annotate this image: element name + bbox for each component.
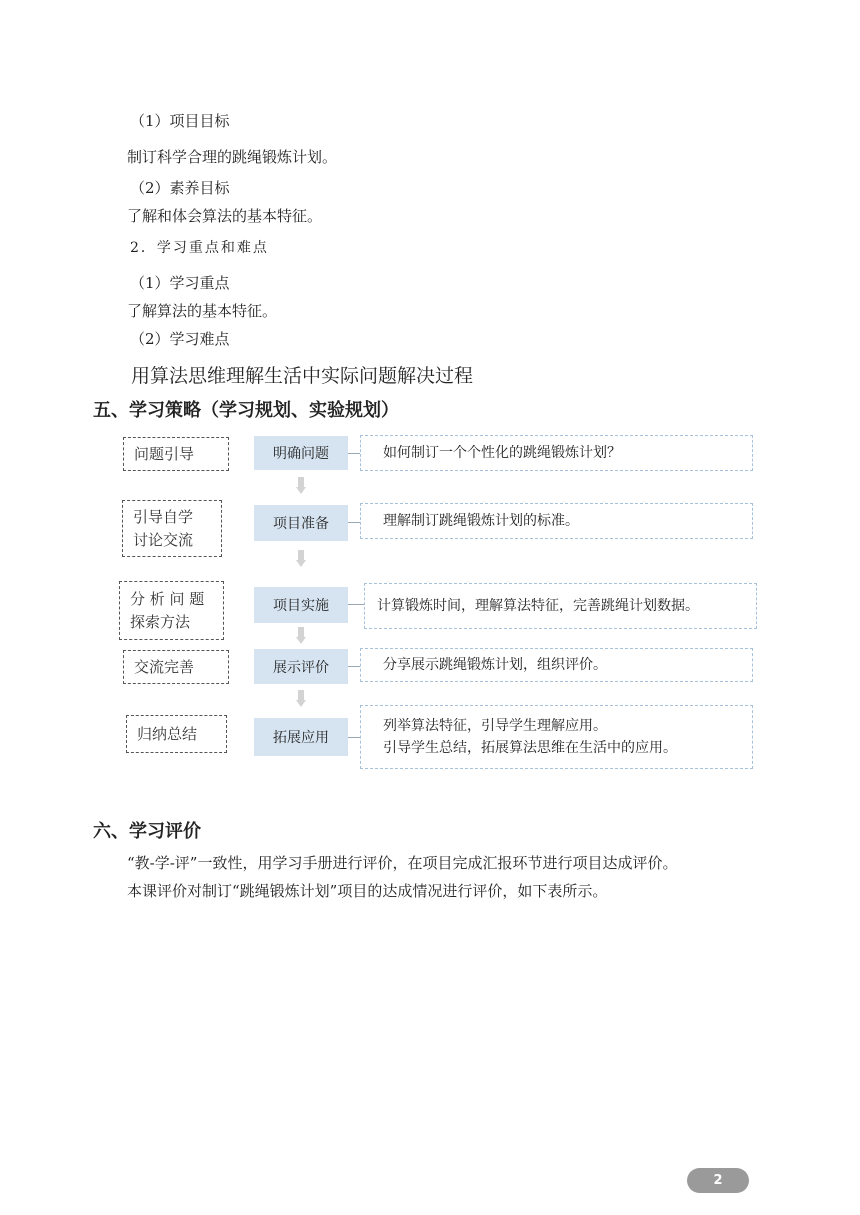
flow-description-line: 引导学生总结，拓展算法思维在生活中的应用。 [383, 740, 677, 756]
flow-connector [348, 604, 364, 605]
difficulty-heading: （2）学习难点 [130, 330, 230, 348]
flow-description-line: 如何制订一个个性化的跳绳锻炼计划？ [383, 445, 621, 461]
literacy-goal-text: 了解和体会算法的基本特征。 [127, 207, 323, 225]
flow-description-line: 理解制订跳绳锻炼计划的标准。 [383, 513, 579, 529]
flow-step: 明确问题 [254, 436, 348, 470]
section6-title: 六、学习评价 [93, 821, 201, 842]
flow-connector [348, 453, 360, 454]
key-points-heading: 2．学习重点和难点 [130, 240, 269, 256]
flow-connector [348, 666, 360, 667]
flow-description-line: 计算锻炼时间，理解算法特征，完善跳绳计划数据。 [377, 598, 699, 614]
down-arrow-icon [296, 627, 306, 645]
flow-left-label: 交流完善 [123, 650, 229, 684]
evaluation-paragraph-1: “教-学-评”一致性，用学习手册进行评价，在项目完成汇报环节进行项目达成评价。 [127, 854, 678, 872]
flow-description [360, 705, 753, 769]
page-number-badge: 2 [687, 1168, 749, 1193]
flow-left-label: 归纳总结 [126, 715, 227, 753]
flow-description [360, 435, 753, 471]
flow-step: 拓展应用 [254, 718, 348, 756]
flow-left-label: 分 析 问 题 探索方法 [119, 581, 224, 640]
section5-title: 五、学习策略（学习规划、实验规划） [93, 400, 399, 421]
focus-text: 了解算法的基本特征。 [127, 302, 278, 320]
difficulty-text: 用算法思维理解生活中实际问题解决过程 [131, 365, 474, 387]
flow-connector [348, 522, 360, 523]
literacy-goal-heading: （2）素养目标 [130, 179, 230, 197]
flow-description [360, 503, 753, 539]
flow-left-label: 引导自学 讨论交流 [122, 500, 222, 557]
flow-description-line: 列举算法特征，引导学生理解应用。 [383, 718, 607, 734]
project-goal-heading: （1）项目目标 [130, 112, 230, 130]
flow-step: 项目准备 [254, 505, 348, 541]
down-arrow-icon [296, 550, 306, 568]
focus-heading: （1）学习重点 [130, 274, 230, 292]
flow-connector [348, 737, 360, 738]
down-arrow-icon [296, 690, 306, 708]
evaluation-paragraph-2: 本课评价对制订“跳绳锻炼计划”项目的达成情况进行评价，如下表所示。 [127, 882, 608, 900]
flow-step: 项目实施 [254, 587, 348, 623]
flow-description [364, 583, 757, 629]
project-goal-text: 制订科学合理的跳绳锻炼计划。 [127, 148, 338, 166]
flow-step: 展示评价 [254, 649, 348, 684]
flow-left-label: 问题引导 [123, 437, 229, 471]
flow-description [360, 648, 753, 682]
flow-description-line: 分享展示跳绳锻炼计划，组织评价。 [383, 657, 607, 673]
down-arrow-icon [296, 477, 306, 495]
